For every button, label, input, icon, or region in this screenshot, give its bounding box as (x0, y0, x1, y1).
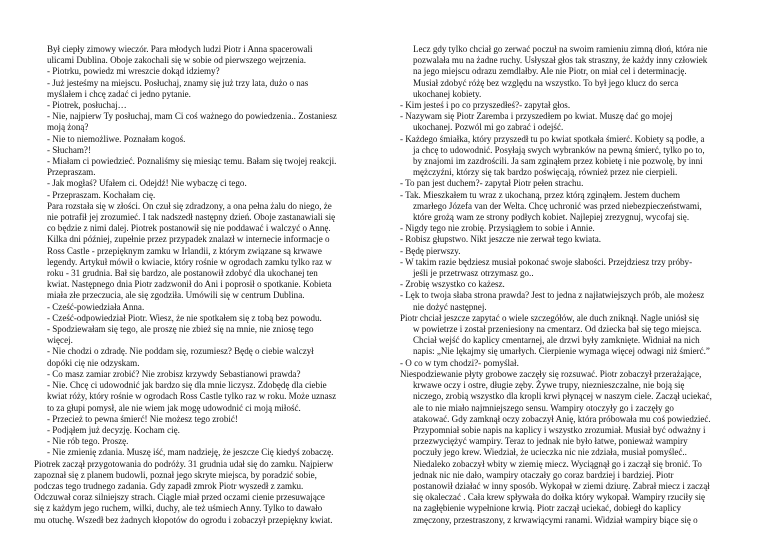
text-line: - Zrobię wszystko co każesz. (400, 279, 505, 290)
text-line: Piotrek zaczął przygotowania do podróży. 31 grudnia udał się do zamku. Najpierw (34, 458, 334, 469)
text-line: - Nie to niemożliwe. Poznałam kogoś. (47, 133, 186, 144)
text-line: się okaleczać . Cała krew spływała do dołka który wykopał. Wampiry rzuciły się (413, 492, 706, 503)
text-line: kwiat. Następnego dnia Piotr zadzwonił do Ani i poprosił o spotkanie. Kobieta (47, 279, 332, 290)
text-line: co będzie z nimi dalej. Piotrek postanowił się nie poddawać i walczyć o Annę. (47, 223, 331, 234)
text-line: Niedaleko zobaczył wbity w ziemię miecz. Wyciągnął go i zaczął się bronić. To (413, 458, 702, 469)
text-line: Przepraszam. (47, 167, 96, 178)
text-line: nie potrafił jej zrozumieć. I tak nadszedł następny dzień. Oboje zastanawiali się (47, 212, 336, 223)
text-line: ulicami Dublina. Oboje zakochali się w sobie od pierwszego wejrzenia. (47, 55, 307, 66)
text-line: Przypomniał sobie napis na kaplicy i wszystko zrozumiał. Musiał być odważny i (413, 424, 706, 435)
text-line: - Nazywam się Piotr Zaremba i przyszedłem po kwiat. Muszę dać go mojej (400, 111, 673, 122)
text-line: Był ciepły zimowy wieczór. Para młodych ludzi Piotr i Anna spacerowali (47, 44, 313, 54)
text-line: mu otuchę. Wszedł bez żadnych kłopotów do ogrodu i zobaczył przepiękny kwiat. (34, 514, 333, 525)
text-line: - Co masz zamiar zrobić? Nie zrobisz krzywdy Sebastianowi prawda? (47, 368, 301, 379)
left-column (34, 44, 378, 526)
text-line: Kilka dni później, zupełnie przez przypadek znalazł w internecie informacje o (47, 234, 330, 245)
text-line: Niespodziewanie płyty grobowe zaczęły się rozsuwać. Piotr zobaczył przerażające, (400, 368, 702, 379)
right-column (400, 44, 746, 526)
text-line: które grożą wam ze strony podłych kobiet. Najlepiej zrezygnuj, wycofaj się. (413, 212, 690, 223)
text-line: - Miałam ci powiedzieć. Poznaliśmy się miesiąc temu. Bałam się twojej reakcji. (47, 156, 337, 167)
text-line: - Przepraszam. Kochałam cię. (47, 189, 156, 200)
text-line: - To pan jest duchem?- zapytał Piotr pełen strachu. (400, 178, 584, 189)
text-line: Para rozstała się w złości. On czuł się zdradzony, a ona pełna żalu do niego, że (47, 200, 332, 211)
text-line: zmęczony, przestraszony, z krwawiącymi ranami. Widział wampiry biące się o (413, 514, 698, 525)
text-line: - Robisz głupstwo. Nikt jeszcze nie zerwał tego kwiata. (400, 234, 601, 245)
text-line: moją żoną? (47, 122, 89, 133)
text-line: roku - 31 grudnia. Bał się bardzo, ale postanowił zdobyć dla ukochanej ten (47, 268, 318, 279)
text-line: - O co w tym chodzi?- pomyślał. (400, 357, 519, 368)
text-line: - Słucham?! (47, 144, 91, 155)
text-line: - Tak. Mieszkałem tu wraz z ukochaną, przez którą zginąłem. Jestem duchem (400, 189, 681, 200)
text-line: - Każdego śmiałka, który przyszedł tu po kwiat spotkała śmierć. Kobiety są podłe, a (400, 133, 705, 144)
text-line: pozwalała mu na żadne ruchy. Usłyszał głos tak straszny, że każdy inny człowiek (413, 55, 708, 66)
text-line: miała złe przeczucia, ale się zgodziła. Umówili się w centrum Dublina. (47, 290, 305, 301)
text-line: na zagłębienie wypełnione krwią. Piotr zaczął uciekać, dobiegł do kaplicy (413, 503, 682, 514)
text-line: Ross Castle - przepięknym zamku w Irlandii, z którym związane są krwawe (47, 245, 322, 256)
text-line: - Cześć-powiedziała Anna. (47, 301, 145, 312)
text-line: ja chcę to udowodnić. Posyłają swych wybranków na pewną śmierć, tylko po to, (413, 144, 705, 155)
text-line: dopóki cię nie odzyskam. (47, 357, 140, 368)
text-line: zmarłego Józefa van der Welta. Chcę uchronić was przed niebezpieczeństwami, (413, 200, 702, 211)
text-line: Lecz gdy tylko chciał go zerwać poczuł na swoim ramieniu zimną dłoń, która nie (413, 44, 708, 54)
text-line: krwawe oczy i ostre, długie zęby. Żywe trupy, nieznieszczalne, nie boją się (413, 380, 685, 391)
text-line: na jego miejscu odrazu zemdlałby. Ale nie Piotr, on miał cel i determinację. (413, 66, 687, 77)
text-line: - Już jesteśmy na miejscu. Posłuchaj, znamy się już trzy lata, dużo o nas (47, 77, 309, 88)
text-line: w powietrze i został przeniesiony na cmentarz. Od dziecka bał się tego miejsca. (413, 324, 702, 335)
text-line: - Nie. Chcę ci udowodnić jak bardzo się dla mnie liczysz. Zdobędę dla ciebie (47, 380, 327, 391)
text-line: przezwyciężyć wampiry. Teraz to jednak nie było łatwe, ponieważ wampiry (413, 436, 688, 447)
text-line: - Przecież to pewna śmierć! Nie możesz tego zrobić! (47, 413, 238, 424)
text-line: - Nie rób tego. Proszę. (47, 436, 129, 447)
text-line: kwiat róży, który rośnie w ogrodach Ross Castle tylko raz w roku. Może uznasz (47, 391, 337, 402)
text-line: - Piotrku, powiedz mi wreszcie dokąd idziemy? (47, 66, 220, 77)
text-line: myślałem i chcę zadać ci jedno pytanie. (47, 88, 191, 99)
text-line: - Lęk to twoja słaba strona prawda? Jest to jedna z najłatwiejszych prób, ale możesz (400, 290, 705, 301)
text-line: mężczyźni, którzy się tak bardzo poświęcają, również przez nie cierpieli. (413, 167, 678, 178)
text-line: - Cześć-odpowiedział Piotr. Wiesz, że nie spotkałem się z tobą bez powodu. (47, 312, 322, 323)
text-line: Odczuwał coraz silniejszy strach. Ciągle miał przed oczami cienie przesuwające (34, 492, 325, 503)
text-line: postanowił działać w inny sposób. Wykopał w ziemi dziurę. Zabrał miecz i zaczął (413, 480, 710, 491)
text-line: to za głupi pomysł, ale nie wiem jak mogę udowodnić ci moją miłość. (47, 402, 301, 413)
text-line: podczas tego trudnego zadania. Gdy zapadł zmrok Piotr wyszedł z zamku. (34, 480, 304, 491)
text-line: - Kim jesteś i po co przyszedłeś?- zapytał głos. (400, 100, 571, 111)
text-line: - W takim razie będziesz musiał pokonać swoje słabości. Przejdziesz trzy próby- (400, 256, 693, 267)
text-line: - Podjąłem już decyzję. Kocham cię. (47, 424, 180, 435)
text-line: - Spodziewałam się tego, ale proszę nie zbież się na mnie, nie zniosę tego (47, 324, 314, 335)
text-line: ale to nie miało najmniejszego sensu. Wampiry otoczyły go i zaczęły go (413, 402, 674, 413)
text-line: legendy. Artykuł mówił o kwiacie, który rośnie w ogrodach zamku tylko raz w (47, 256, 332, 267)
text-line: poczuły jego krew. Wiedział, że ucieczka nic nie zdziała, musiał pomyśleć.. (413, 447, 687, 458)
text-line: - Nie chodzi o zdradę. Nie poddam się, rozumiesz? Będę o ciebie walczył (47, 346, 314, 357)
text-line: jeśli je przetrwasz otrzymasz go.. (413, 268, 534, 279)
text-line: jednak nic nie dało, wampiry otaczały go coraz bardziej i bardziej. Piotr (413, 469, 674, 480)
text-line: nie dożyć następnej. (413, 301, 487, 312)
text-line: ukochanej kobiety. (413, 88, 482, 99)
text-line: - Nie, najpierw Ty posłuchaj, mam Ci coś ważnego do powiedzenia.. Zostaniesz (47, 111, 337, 122)
text-line: Chciał wejść do kaplicy cmentarnej, ale drzwi były zamknięte. Widniał na nich (413, 335, 700, 346)
text-line: - Nie zmienię zdania. Muszę iść, mam nadzieję, że jeszcze Cię kiedyś zobaczę. (47, 447, 334, 458)
text-line: zapoznał się z planem budowli, poznał jego skryte miejsca, by poradzić sobie, (34, 469, 317, 480)
text-line: atakować. Gdy zamknął oczy zobaczył Anię, która próbowała mu coś powiedzieć. (413, 413, 711, 424)
text-line: napis: „Nie lękajmy się umarłych. Cierpienie wymaga więcej odwagi niż śmierć.” (413, 346, 710, 357)
text-line: niczego, zrobią wszystko dla kropli krwi płynącej w naszym ciele. Zaczął uciekać, (413, 391, 712, 402)
text-line: Piotr chciał jeszcze zapytać o wiele szczegółów, ale duch zniknął. Nagle uniósł się (400, 312, 699, 323)
text-line: - Będę pierwszy. (400, 245, 461, 256)
text-line: się z każdym jego ruchem, wilki, duchy, ale też uśmiech Anny. Tylko to dawało (34, 503, 323, 514)
text-line: - Jak mogłaś? Ufałem ci. Odejdź! Nie wybaczę ci tego. (47, 178, 247, 189)
text-line: Musiał zdobyć różę bez względu na wszystko. To był jego klucz do serca (413, 77, 679, 88)
text-line: więcej. (47, 335, 73, 346)
text-line: - Nigdy tego nie zrobię. Przysiągłem to sobie i Annie. (400, 223, 595, 234)
text-line: by znajomi im zazdrościli. Ja sam zginąłem przez kobietę i nie pozwolę, by inni (413, 156, 703, 167)
text-line: ukochanej. Pozwól mi go zabrać i odejść. (413, 122, 564, 133)
text-line: - Piotrek, posłuchaj… (47, 100, 127, 111)
